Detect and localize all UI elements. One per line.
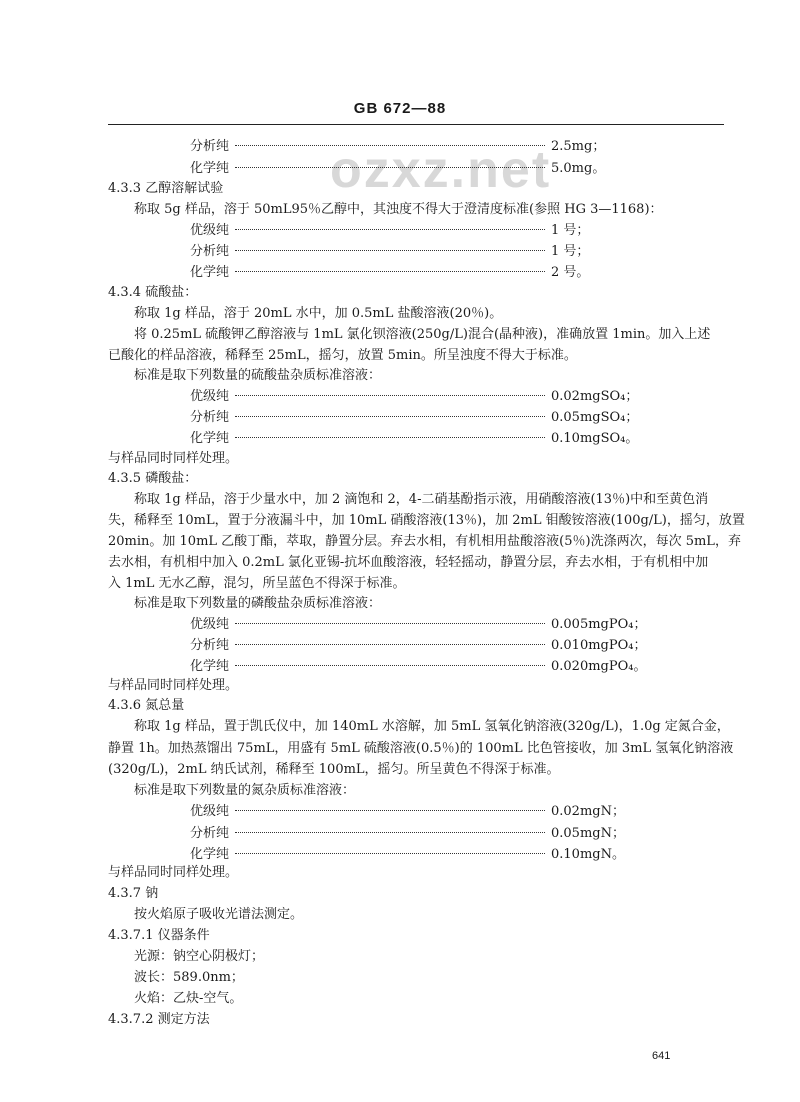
grade-value: 0.010mgPO₄； bbox=[551, 638, 647, 653]
leader-row bbox=[190, 616, 645, 634]
leader-row bbox=[190, 658, 645, 676]
leader-row bbox=[190, 138, 645, 156]
grade-value: 1 号； bbox=[551, 244, 590, 259]
condition-line: 波长：589.0nm； bbox=[134, 970, 244, 985]
grade-label: 分析纯 bbox=[190, 826, 230, 841]
leader-row bbox=[190, 825, 645, 843]
grade-label: 化学纯 bbox=[190, 265, 230, 280]
grade-label: 优级纯 bbox=[190, 389, 230, 404]
grade-value: 0.02mgSO₄； bbox=[551, 389, 639, 404]
paragraph-continuation: 失，稀释至 10mL，置于分液漏斗中，加 10mL 硝酸溶液(13％)，加 2mL 钼酸铵溶液(100g/L)，摇匀，放置 bbox=[108, 513, 745, 528]
grade-label: 优级纯 bbox=[190, 804, 230, 819]
section-heading: 4.3.7 钠 bbox=[108, 886, 159, 901]
paragraph: 称取 5g 样品，溶于 50mL95％乙醇中，其浊度不得大于澄清度标准(参照 HG 3—1168)： bbox=[134, 202, 663, 217]
condition-line: 光源：钠空心阴极灯； bbox=[134, 949, 265, 964]
paragraph: 标准是取下列数量的硫酸盐杂质标准溶液： bbox=[134, 368, 382, 383]
paragraph: 与样品同时同样处理。 bbox=[108, 678, 239, 693]
paragraph: 标准是取下列数量的氮杂质标准溶液： bbox=[134, 783, 356, 798]
header-rule bbox=[108, 124, 724, 125]
grade-value: 5.0mg。 bbox=[551, 161, 606, 176]
grade-value: 0.05mgSO₄； bbox=[551, 410, 639, 425]
paragraph: 标准是取下列数量的磷酸盐杂质标准溶液： bbox=[134, 596, 382, 611]
grade-value: 0.005mgPO₄； bbox=[551, 617, 647, 632]
paragraph: 将 0.25mL 硫酸钾乙醇溶液与 1mL 氯化钡溶液(250g/L)混合(晶种液)，准确放置 1min。加入上述 bbox=[134, 327, 711, 342]
grade-label: 化学纯 bbox=[190, 161, 230, 176]
paragraph: 称取 1g 样品，溶于 20mL 水中，加 0.5mL 盐酸溶液(20％)。 bbox=[134, 306, 503, 321]
paragraph: 按火焰原子吸收光谱法测定。 bbox=[134, 907, 304, 922]
grade-value: 2 号。 bbox=[551, 265, 590, 280]
grade-label: 优级纯 bbox=[190, 223, 230, 238]
leader-row bbox=[190, 264, 645, 282]
leader-row bbox=[190, 222, 645, 240]
watermark: ozxz.net bbox=[330, 141, 552, 199]
leader-row bbox=[190, 637, 645, 655]
paragraph: 称取 1g 样品，溶于少量水中，加 2 滴饱和 2，4-二硝基酚指示液，用硝酸溶液(13％)中和至黄色消 bbox=[134, 492, 709, 507]
paragraph-continuation: 入 1mL 无水乙醇，混匀，所呈蓝色不得深于标准。 bbox=[108, 576, 406, 591]
leader-row bbox=[190, 160, 645, 178]
grade-value: 0.020mgPO₄。 bbox=[551, 659, 647, 674]
paragraph-continuation: 已酸化的样品溶液，稀释至 25mL，摇匀，放置 5min。所呈浊度不得大于标准。 bbox=[108, 348, 577, 363]
leader-row bbox=[190, 243, 645, 261]
grade-value: 0.02mgN； bbox=[551, 804, 625, 819]
paragraph-continuation: 去水相，有机相中加入 0.2mL 氯化亚锡-抗坏血酸溶液，轻轻摇动，静置分层，弃去水相，于有机相中加 bbox=[108, 555, 709, 570]
grade-label: 分析纯 bbox=[190, 638, 230, 653]
section-heading: 4.3.3 乙醇溶解试验 bbox=[108, 181, 224, 196]
grade-value: 0.05mgN； bbox=[551, 826, 625, 841]
grade-label: 优级纯 bbox=[190, 617, 230, 632]
paragraph: 称取 1g 样品，置于凯氏仪中，加 140mL 水溶解，加 5mL 氢氧化钠溶液(320g/L)，1.0g 定氮合金， bbox=[134, 719, 730, 734]
leader-row bbox=[190, 430, 645, 448]
condition-line: 火焰：乙炔-空气。 bbox=[134, 991, 243, 1006]
grade-label: 分析纯 bbox=[190, 139, 230, 154]
grade-value: 2.5mg； bbox=[551, 139, 606, 154]
leader-row bbox=[190, 803, 645, 821]
leader-row bbox=[190, 409, 645, 427]
grade-label: 化学纯 bbox=[190, 847, 230, 862]
paragraph: 与样品同时同样处理。 bbox=[108, 865, 239, 880]
section-heading: 4.3.4 硫酸盐： bbox=[108, 285, 198, 300]
paragraph-continuation: (320g/L)，2mL 纳氏试剂，稀释至 100mL，摇匀。所呈黄色不得深于标准。 bbox=[108, 762, 560, 777]
paragraph-continuation: 20min。加 10mL 乙酸丁酯，萃取，静置分层。弃去水相，有机相用盐酸溶液(5％)洗涤两次，每次 5mL，弃 bbox=[108, 534, 741, 549]
page-number: 641 bbox=[652, 1050, 671, 1062]
leader-row bbox=[190, 846, 645, 864]
grade-value: 0.10mgN。 bbox=[551, 847, 625, 862]
leader-row bbox=[190, 388, 645, 406]
grade-value: 0.10mgSO₄。 bbox=[551, 431, 639, 446]
paragraph: 与样品同时同样处理。 bbox=[108, 451, 239, 466]
paragraph-continuation: 静置 1h。加热蒸馏出 75mL，用盛有 5mL 硫酸溶液(0.5％)的 100mL 比色管接收，加 3mL 氢氧化钠溶液 bbox=[108, 741, 734, 756]
section-heading: 4.3.5 磷酸盐： bbox=[108, 471, 198, 486]
subsection-heading: 4.3.7.2 测定方法 bbox=[108, 1012, 210, 1027]
grade-label: 分析纯 bbox=[190, 410, 230, 425]
grade-value: 1 号； bbox=[551, 223, 590, 238]
subsection-heading: 4.3.7.1 仪器条件 bbox=[108, 928, 210, 943]
page-header: GB 672—88 bbox=[353, 100, 447, 117]
section-heading: 4.3.6 氮总量 bbox=[108, 698, 185, 713]
grade-label: 化学纯 bbox=[190, 659, 230, 674]
grade-label: 化学纯 bbox=[190, 431, 230, 446]
grade-label: 分析纯 bbox=[190, 244, 230, 259]
